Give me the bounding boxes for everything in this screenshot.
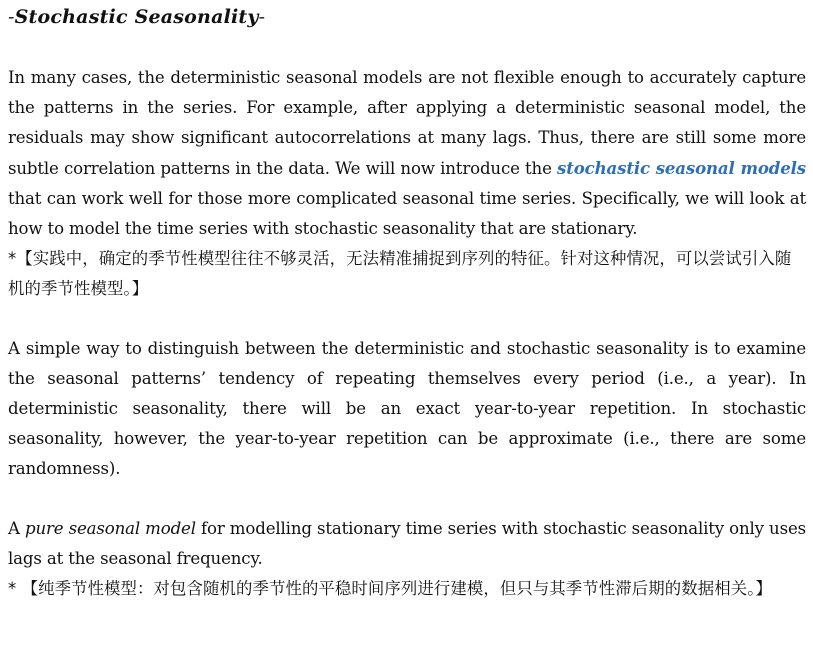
- title-suffix: -: [258, 6, 266, 28]
- paragraph-intro-text-after: that can work well for those more complicated seasonal time series. Specifically, we will look at how to model the time series with stochastic seasonality that are stationary.: [8, 189, 806, 238]
- paragraph-pure-seasonal-before: A: [8, 519, 25, 538]
- paragraph-intro: [8, 63, 806, 244]
- paragraph-intro-text-before: In many cases, the deterministic seasonal models are not flexible enough to accurately capture the patterns in the series. For example, after applying a deterministic seasonal model, the residuals may show significant autocorrelations at many lags. Thus, there are still some more subtle correlation patterns in the data. We will now introduce the: [8, 68, 806, 178]
- title-prefix: -: [8, 6, 15, 28]
- stochastic-seasonal-models-term: stochastic seasonal models: [557, 158, 806, 178]
- pure-seasonal-model-term: pure seasonal model: [24, 519, 196, 538]
- chinese-note-1: *【实践中，确定的季节性模型往往不够灵活，无法精准捕捉到序列的特征。针对这种情况，可以尝试引入随机的季节性模型。】: [8, 249, 792, 298]
- paragraph-pure-seasonal-after: for modelling stationary time series with stochastic seasonality only uses lags at the seasonal frequency.: [8, 519, 806, 568]
- paragraph-pure-seasonal: [8, 514, 806, 574]
- document-page: [8, 0, 806, 604]
- title-text: Stochastic Seasonality: [14, 6, 259, 28]
- paragraph-distinguish: A simple way to distinguish between the deterministic and stochastic seasonality is to examine the seasonal patterns’ tendency of repeating themselves every period (i.e., a year). In deterministic seasonality, there will be an exact year-to-year repetition. In stochastic seasonality, however, the year-to-year repetition can be approximate (i.e., there are some randomness).: [8, 339, 806, 478]
- section-title: [8, 2, 806, 32]
- chinese-note-2: * 【纯季节性模型：对包含随机的季节性的平稳时间序列进行建模，但只与其季节性滞后期的数据相关。】: [8, 579, 772, 598]
